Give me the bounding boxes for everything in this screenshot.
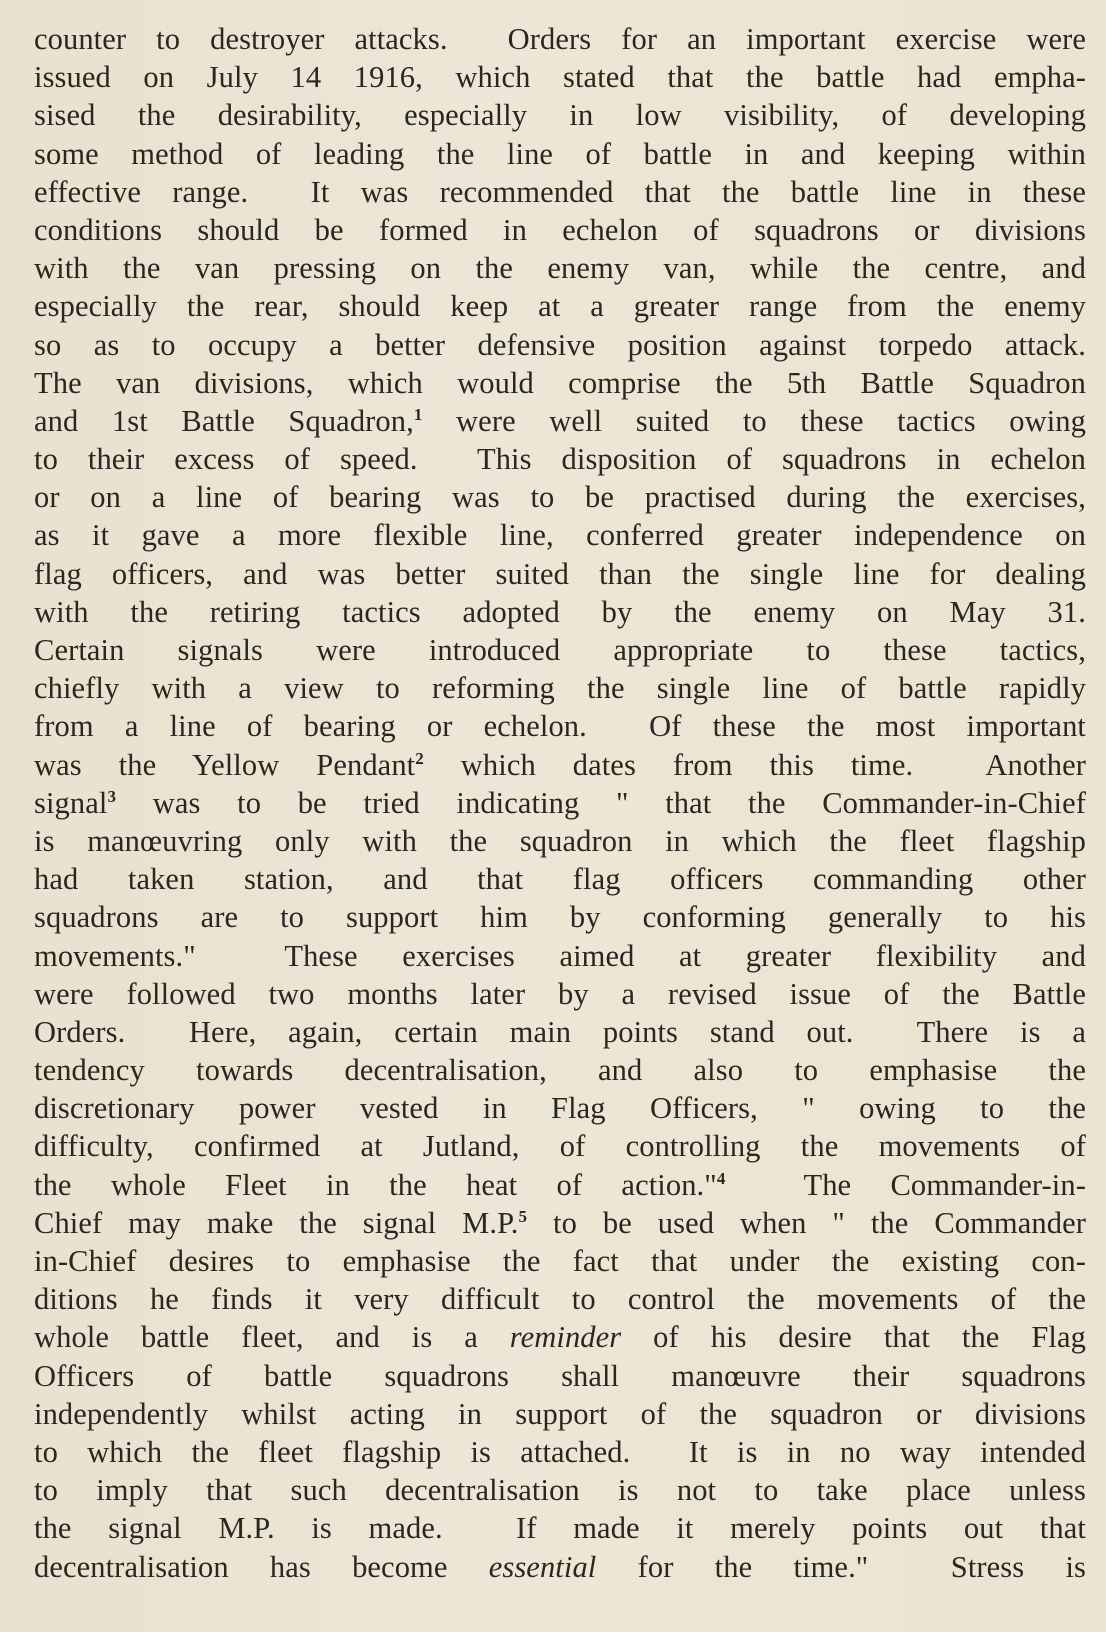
text-line: so as to occupy a better defensive position against torpedo attack.: [34, 327, 1086, 362]
text-line: whole battle fleet, and is a reminder of his desire that the Flag: [34, 1320, 1086, 1355]
text-line: the whole Fleet in the heat of action."$^4$ The Commander-in-: [34, 1167, 1086, 1202]
text-line: especially the rear, should keep at a greater range from the enemy: [34, 289, 1086, 324]
text-line: Officers of battle squadrons shall manœuvre their squadrons: [34, 1358, 1086, 1393]
text-line: Orders. Here, again, certain main points stand out. There is a: [34, 1014, 1086, 1049]
footnote-ref[interactable]: 4: [716, 1168, 726, 1188]
text-line: was the Yellow Pendant$^2$ which dates from this time. Another: [34, 747, 1086, 782]
text-line: independently whilst acting in support of the squadron or divisions: [34, 1396, 1086, 1431]
footnote-ref[interactable]: 2: [415, 748, 424, 768]
text-line: sised the desirability, especially in low visibility, of developing: [34, 98, 1086, 133]
text-line: or on a line of bearing was to be practised during the exercises,: [34, 480, 1086, 515]
text-line: to imply that such decentralisation is not to take place unless: [34, 1473, 1086, 1508]
text-line: and 1st Battle Squadron,$^1$ were well suited to these tactics owing: [34, 403, 1087, 438]
text-line: discretionary power vested in Flag Officers, " owing to the: [34, 1091, 1086, 1126]
text-line: is manœuvring only with the squadron in which the fleet flagship: [34, 823, 1086, 858]
footnote-ref[interactable]: 3: [107, 786, 117, 806]
text-line: decentralisation has become essential for the time." Stress is: [34, 1549, 1087, 1584]
text-line: some method of leading the line of battle in and keeping within: [34, 136, 1086, 171]
text-line: flag officers, and was better suited than the single line for dealing: [34, 556, 1086, 591]
text-line: issued on July 14 1916, which stated that the battle had empha-: [34, 60, 1086, 95]
footnote-ref[interactable]: 5: [518, 1206, 528, 1226]
italic-emphasis: reminder: [509, 1320, 622, 1355]
text-line: ditions he finds it very difficult to control the movements of the: [34, 1282, 1086, 1317]
italic-emphasis: essential: [488, 1549, 597, 1584]
footnote-ref[interactable]: 1: [413, 404, 423, 424]
text-line: were followed two months later by a revised issue of the Battle: [34, 976, 1086, 1011]
text-line: had taken station, and that flag officers commanding other: [34, 862, 1086, 897]
text-line: difficulty, confirmed at Jutland, of controlling the movements of: [34, 1129, 1086, 1164]
text-line: tendency towards decentralisation, and also to emphasise the: [34, 1053, 1086, 1088]
text-line: Chief may make the signal M.P.$^5$ to be used when " the Commander: [34, 1205, 1086, 1240]
text-line: with the van pressing on the enemy van, while the centre, and: [34, 251, 1086, 286]
text-line: with the retiring tactics adopted by the enemy on May 31.: [34, 594, 1086, 629]
text-line: signal$^3$ was to be tried indicating " that the Commander-in-Chief: [34, 785, 1086, 820]
text-line: Certain signals were introduced appropriate to these tactics,: [34, 633, 1086, 667]
text-line: as it gave a more flexible line, conferred greater independence on: [34, 518, 1086, 553]
text-line: effective range. It was recommended that the battle line in these: [34, 174, 1086, 209]
text-line: the signal M.P. is made. If made it merely points out that: [34, 1511, 1086, 1546]
text-line: counter to destroyer attacks. Orders for an important exercise were: [34, 22, 1086, 56]
text-line: to their excess of speed. This disposition of squadrons in echelon: [34, 442, 1086, 477]
text-line: chiefly with a view to reforming the single line of battle rapidly: [34, 671, 1086, 706]
text-line: The van divisions, which would comprise the 5th Battle Squadron: [34, 365, 1086, 400]
text-line: in-Chief desires to emphasise the fact that under the existing con-: [34, 1244, 1086, 1278]
text-line: conditions should be formed in echelon of squadrons or divisions: [34, 212, 1086, 247]
text-line: to which the fleet flagship is attached. It is in no way intended: [34, 1434, 1086, 1469]
body-text: [34, 20, 1086, 1586]
text-line: movements." These exercises aimed at greater flexibility and: [34, 938, 1086, 973]
text-line: squadrons are to support him by conforming generally to his: [34, 900, 1086, 935]
text-line: from a line of bearing or echelon. Of these the most important: [34, 709, 1086, 744]
